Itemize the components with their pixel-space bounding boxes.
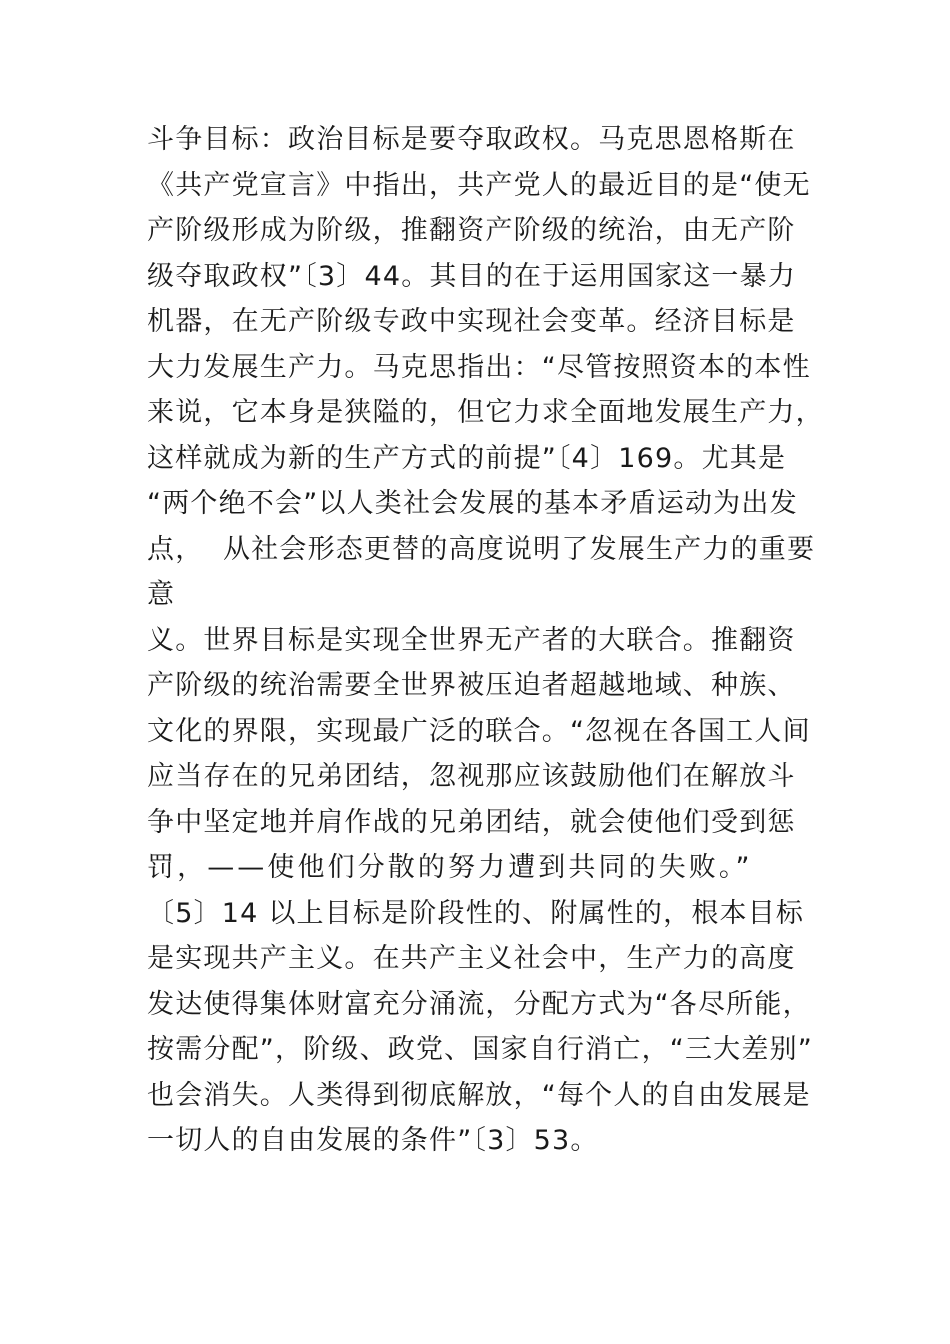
text-line: 级夺取政权”〔3〕44。其目的在于运用国家这一暴力 [147, 260, 797, 292]
text-line: 点， 从社会形态更替的高度说明了发展生产力的重要 [147, 533, 816, 565]
text-line: 争中坚定地并肩作战的兄弟团结，就会使他们受到惩 [147, 806, 796, 838]
text-line: 〔5〕14 以上目标是阶段性的、附属性的，根本目标 [147, 897, 805, 929]
text-line: 文化的界限，实现最广泛的联合。“忽视在各国工人间 [147, 715, 811, 747]
text-line: 来说，它本身是狭隘的，但它力求全面地发展生产力， [147, 397, 824, 428]
text-line: 按需分配”，阶级、政党、国家自行消亡，“三大差别” [147, 1034, 813, 1065]
text-line: 应当存在的兄弟团结，忽视那应该鼓励他们在解放斗 [147, 761, 796, 792]
text-line: 产阶级形成为阶级，推翻资产阶级的统治，由无产阶 [147, 215, 796, 246]
text-line: 机器，在无产阶级专政中实现社会变革。经济目标是 [147, 306, 796, 337]
text-line: 斗争目标：政治目标是要夺取政权。马克思恩格斯在 [147, 124, 796, 155]
text-line: 发达使得集体财富充分涌流，分配方式为“各尽所能， [147, 988, 811, 1020]
text-line: 《共产党宣言》中指出，共产党人的最近目的是“使无 [147, 169, 811, 201]
text-line: 产阶级的统治需要全世界被压迫者超越地域、种族、 [147, 670, 796, 701]
body-text [147, 117, 827, 1164]
text-line: 也会消失。人类得到彻底解放，“每个人的自由发展是 [147, 1079, 811, 1111]
text-line: 罚，——使他们分散的努力遭到共同的失败。” [147, 852, 753, 883]
text-line: “两个绝不会”以人类社会发展的基本矛盾运动为出发 [147, 488, 798, 519]
text-line: 义。世界目标是实现全世界无产者的大联合。推翻资 [147, 624, 796, 656]
text-line: 意 [147, 579, 176, 610]
text-line: 是实现共产主义。在共产主义社会中，生产力的高度 [147, 943, 796, 974]
text-line: 大力发展生产力。马克思指出：“尽管按照资本的本性 [147, 351, 811, 383]
text-line: 这样就成为新的生产方式的前提”〔4〕169。尤其是 [147, 442, 787, 474]
text-line: 一切人的自由发展的条件”〔3〕53。 [147, 1125, 599, 1156]
